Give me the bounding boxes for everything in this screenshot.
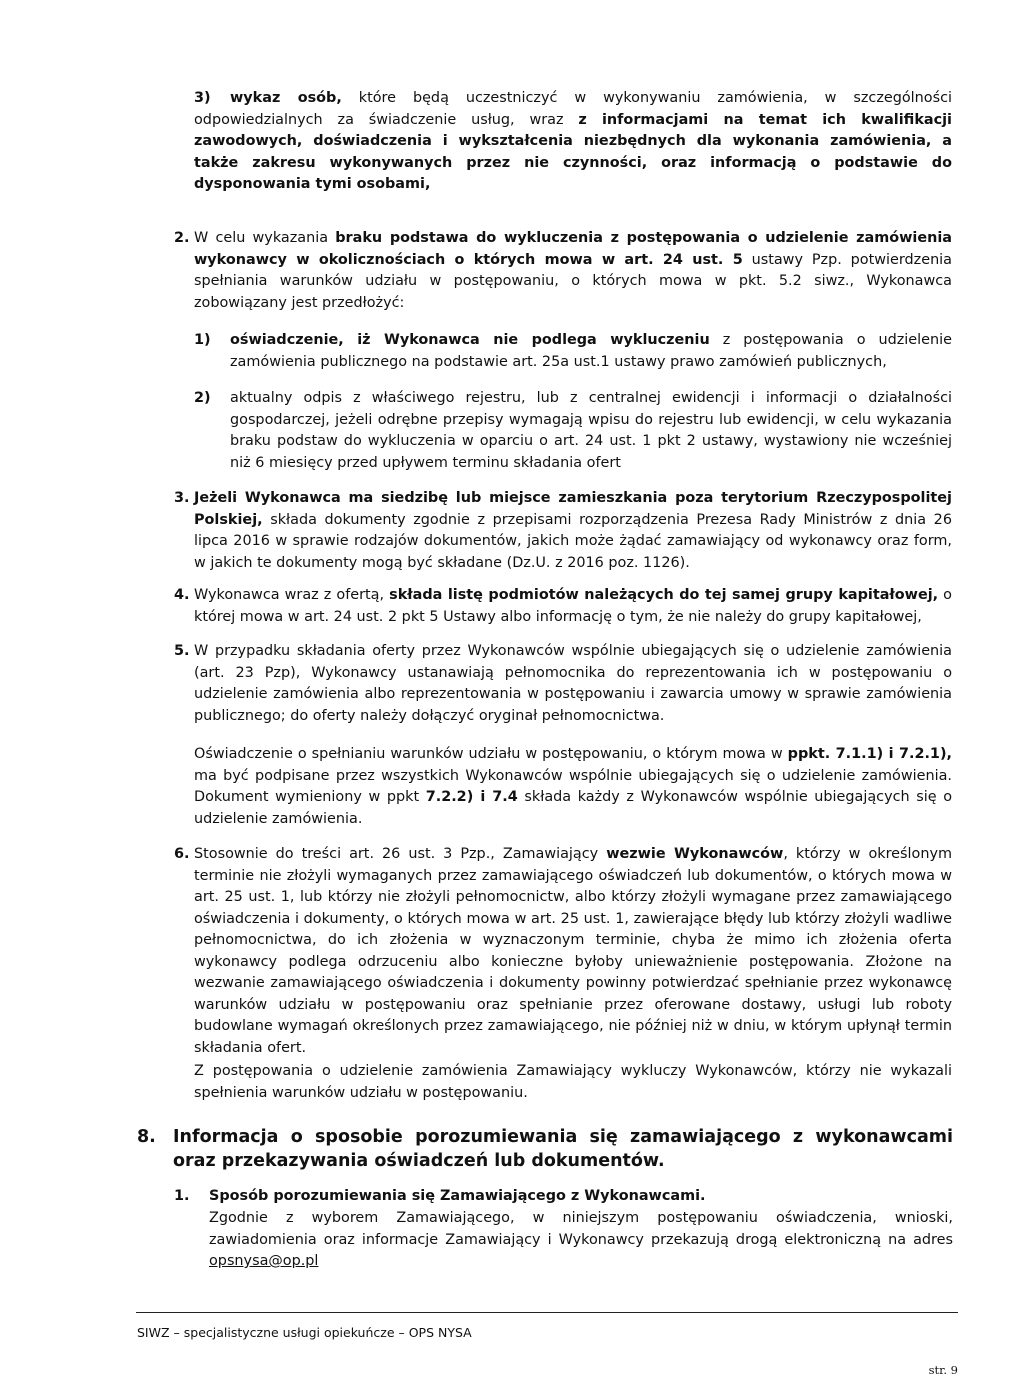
paragraph-section-6 [194, 844, 952, 1059]
text-run: ma być podpisane przez wszystkich Wykonawców wspólnie ubiegających się o udzielenie zamówienia. Dokument wymieniony w ppkt [194, 767, 952, 805]
text-run: W celu wykazania [194, 230, 336, 246]
page-number: str. 9 [928, 1363, 958, 1377]
section-number: 2. [174, 230, 190, 246]
text-run: Stosownie do treści art. 26 ust. 3 Pzp., Zamawiający [194, 846, 607, 862]
text-run: z postępowania o udzielenie zamówienia publicznego na podstawie art. 25a ust.1 ustawy prawo zamówień publicznych, [230, 332, 952, 370]
text-run: Oświadczenie o spełnianiu warunków udziału w postępowaniu, o którym mowa w [194, 746, 788, 762]
bold-text: oświadczenie, iż Wykonawca nie podlega wykluczeniu [230, 332, 710, 348]
item-number: 1) [194, 332, 211, 348]
bold-text: ppkt. 7.1.1) i 7.2.1), [787, 746, 952, 762]
paragraph-section-4 [194, 585, 952, 628]
text-run: W przypadku składania oferty przez Wykonawców wspólnie ubiegających się o udzielenie zamówienia (art. 23 Pzp), Wykonawcy ustanawiają pełnomocnika do reprezentowania ich w postępowaniu o udzielenie zamówienia albo reprezentowania w postępowaniu i zawarcia umowy w sprawie zamówienia publicznego; do oferty należy dołączyć oryginał pełnomocnictwa. [194, 643, 952, 724]
paragraph-section-3 [194, 488, 952, 574]
footer-text: SIWZ – specjalistyczne usługi opiekuńcze – OPS NYSA [137, 1325, 472, 1340]
text-run: Z postępowania o udzielenie zamówienia Zamawiający wykluczy Wykonawców, którzy nie wykazali spełnienia warunków udziału w postępowaniu. [194, 1063, 952, 1101]
footer-divider [136, 1312, 958, 1313]
text-run: , którzy w określonym terminie nie złożyli wymaganych przez zamawiającego oświadczeń lub dokumentów, o których mowa w art. 25 ust. 1, lub którzy nie złożyli pełnomocnictw, albo którzy złożyli wymagane przez zamawiającego oświadczenia i dokumenty, o których mowa w art. 25 ust. 1, zawierające błędy lub którzy złożyli wadliwe pełnomocnictwa, do ich złożenia w wyznaczonym terminie, chyba że mimo ich złożenia oferta wykonawcy podlega odrzuceniu albo konieczne byłoby unieważnienie postępowania. Złożone na wezwanie zamawiającego oświadczenia i dokumenty powinny potwierdzać spełnianie przez wykonawcę warunków udziału w postępowaniu oraz spełnianie przez oferowane dostawy, usługi lub roboty budowlane wymagań określonych przez zamawiającego, nie później niż w dniu, w którym upłynął termin składania ofert. [194, 846, 952, 1056]
bold-text: braku podstawa do wykluczenia z postępowania o udzielenie zamówienia wykonawcy w okolicznościach o których mowa w art. 24 ust. 5 [194, 230, 952, 268]
email-link[interactable]: opsnysa@op.pl [209, 1253, 319, 1269]
paragraph-item-2 [230, 388, 952, 474]
communication-text: Zgodnie z wyborem Zamawiającego, w niniejszym postępowaniu oświadczenia, wnioski, zawiadomienia oraz informacje Zamawiający i Wykonawcy przekazują drogą elektroniczną na adres [209, 1210, 953, 1248]
text-run: składa dokumenty zgodnie z przepisami rozporządzenia Prezesa Rady Ministrów z dnia 26 lipca 2016 w sprawie rodzajów dokumentów, jakich może żądać zamawiający od wykonawcy oraz form, w jakich te dokumenty mogą być składane (Dz.U. z 2016 poz. 1126). [194, 511, 952, 571]
paragraph-section-2 [194, 228, 952, 314]
paragraph-item-1 [230, 330, 952, 373]
text-run: Wykonawca wraz z ofertą, [194, 587, 390, 603]
text-run: aktualny odpis z właściwego rejestru, lub z centralnej ewidencji i informacji o działalności gospodarczej, jeżeli odrębne przepisy wymagają wpisu do rejestru lub ewidencji, w celu wykazania braku podstaw do wykluczenia w oparciu o art. 24 ust. 1 pkt 2 ustawy, wystawiony nie wcześniej niż 6 miesięcy przed upływem terminu składania ofert [230, 390, 952, 471]
paragraph-communication [209, 1208, 953, 1273]
text-run: ustawy Pzp. potwierdzenia spełniania warunków udziału w postępowaniu, o których mowa w pkt. 5.2 siwz., Wykonawca zobowiązany jest przedłożyć: [194, 251, 953, 311]
subsection-number: 1. [174, 1188, 190, 1204]
item-number: 3) [194, 90, 211, 106]
bold-text: wykaz osób, [230, 90, 342, 106]
subsection-title: Sposób porozumiewania się Zamawiającego z Wykonawcami. [209, 1188, 706, 1204]
bold-text: składa listę podmiotów należących do tej samej grupy kapitałowej, [389, 587, 939, 603]
section-number: 5. [174, 643, 190, 659]
text-run: które będą uczestniczyć w wykonywaniu zamówienia, w szczególności odpowiedzialnych za świadczenie usług, wraz [194, 90, 953, 128]
paragraph-item-3 [194, 88, 952, 196]
chapter-heading: Informacja o sposobie porozumiewania się zamawiającego z wykonawcami oraz przekazywania oświadczeń lub dokumentów. [173, 1127, 953, 1171]
item-number: 2) [194, 390, 211, 406]
section-number: 6. [174, 846, 190, 862]
text-run: składa każdy z Wykonawców wspólnie ubiegających się o udzielenie zamówienia. [194, 789, 953, 827]
text-run: o której mowa w art. 24 ust. 2 pkt 5 Ustawy albo informację o tym, że nie należy do grupy kapitałowej, [194, 587, 952, 625]
bold-text: z informacjami na temat ich kwalifikacji zawodowych, doświadczenia i wykształcenia niezbędnych dla wykonania zamówienia, a także zakresu wykonywanych przez nie czynności, oraz informacją o podstawie do dysponowania tymi osobami, [194, 111, 952, 192]
paragraph-section-6-note [194, 1061, 952, 1104]
section-number: 4. [174, 587, 190, 603]
paragraph-section-5-note [194, 744, 952, 830]
bold-text: Jeżeli Wykonawca ma siedzibę lub miejsce zamieszkania poza terytorium Rzeczypospolitej Polskiej, [194, 490, 952, 528]
paragraph-section-5 [194, 641, 952, 727]
bold-text: wezwie Wykonawców [606, 846, 784, 862]
bold-text: 7.2.2) i 7.4 [425, 789, 518, 805]
section-number: 3. [174, 490, 190, 506]
chapter-number: 8. [137, 1127, 156, 1147]
